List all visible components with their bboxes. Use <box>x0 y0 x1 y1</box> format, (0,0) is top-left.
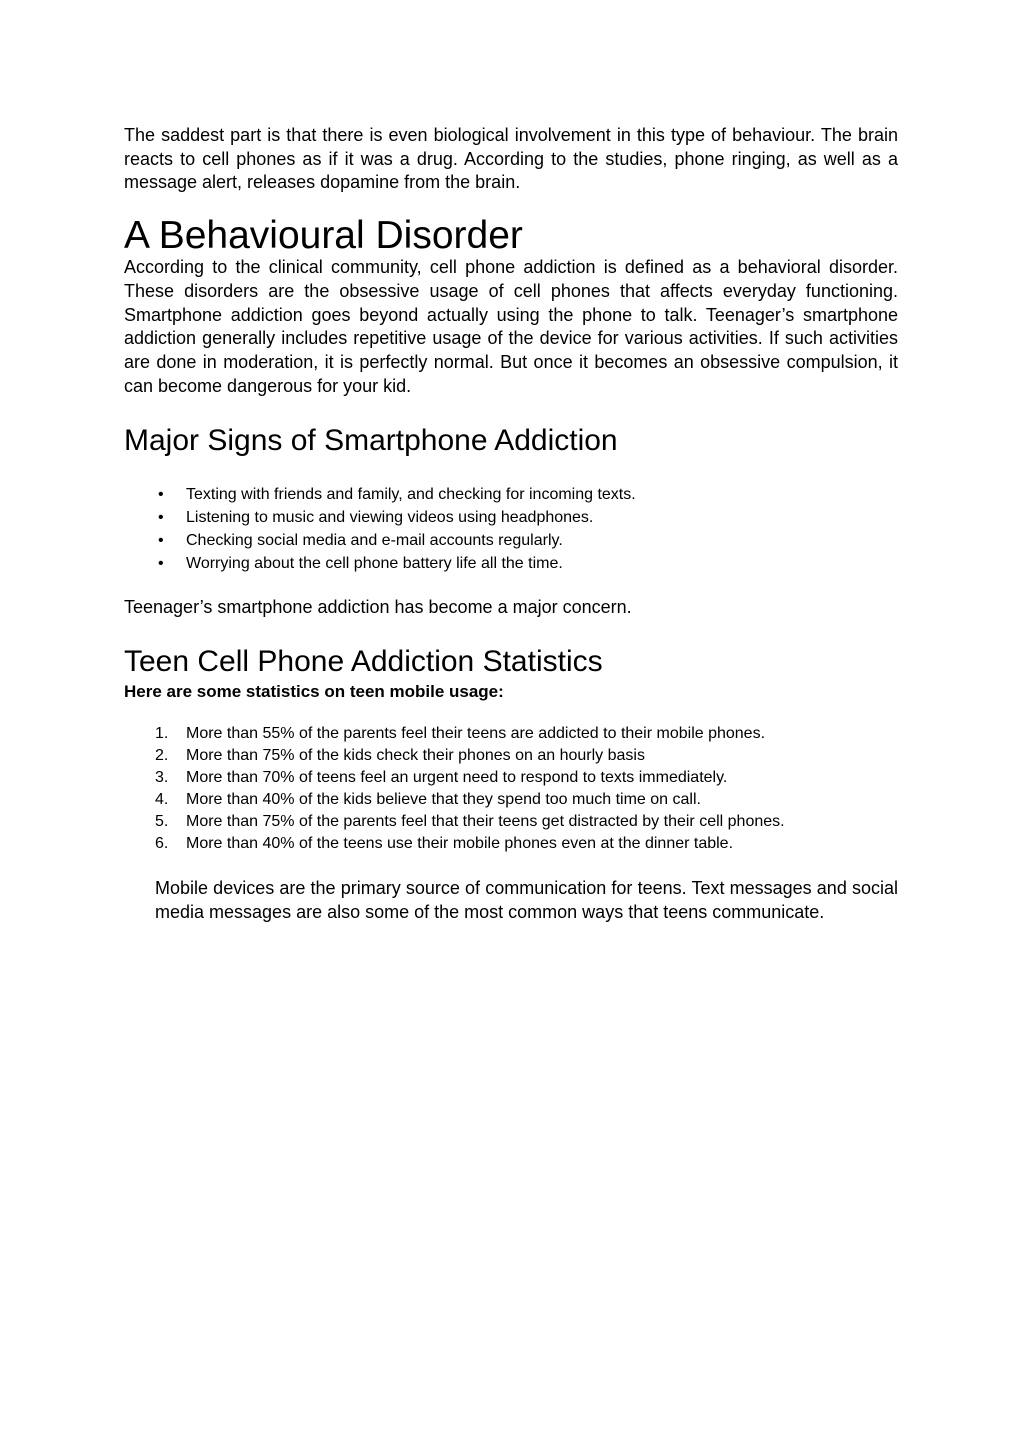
bullet-icon: • <box>158 555 164 573</box>
intro-paragraph: The saddest part is that there is even biological involvement in this type of behaviour. The brain reacts to cell phones as if it was a drug. According to the studies, phone ringing, as well as a message alert, releases dopamine from the brain. <box>124 125 898 193</box>
list-item <box>124 811 898 833</box>
document-page <box>124 124 898 924</box>
list-item-text: More than 40% of the teens use their mobile phones even at the dinner table. <box>186 835 734 853</box>
list-number: 3. <box>155 769 169 787</box>
list-item-text: More than 55% of the parents feel their teens are addicted to their mobile phones. <box>186 725 766 743</box>
signs-heading: Major Signs of Smartphone Addiction <box>124 424 618 458</box>
bullet-icon: • <box>158 532 164 550</box>
list-item <box>124 483 898 506</box>
list-item-text: More than 75% of the kids check their phones on an hourly basis <box>186 747 645 765</box>
disorder-heading: A Behavioural Disorder <box>124 214 523 258</box>
list-item-text: Checking social media and e-mail accounts regularly. <box>186 532 563 550</box>
signs-conclusion: Teenager’s smartphone addiction has become a major concern. <box>124 597 632 618</box>
list-item <box>124 833 898 855</box>
bullet-icon: • <box>158 509 164 527</box>
list-item <box>124 506 898 529</box>
list-item-text: Listening to music and viewing videos using headphones. <box>186 509 594 527</box>
list-item-text: Worrying about the cell phone battery life all the time. <box>186 555 563 573</box>
list-item-text: More than 75% of the parents feel that their teens get distracted by their cell phones. <box>186 813 785 831</box>
list-item <box>124 552 898 575</box>
list-item <box>124 789 898 811</box>
list-number: 1. <box>155 725 169 743</box>
signs-list <box>124 483 898 575</box>
list-number: 6. <box>155 835 169 853</box>
list-item <box>124 745 898 767</box>
list-item <box>124 767 898 789</box>
list-item-text: More than 40% of the kids believe that they spend too much time on call. <box>186 791 701 809</box>
list-number: 5. <box>155 813 169 831</box>
stats-subheading: Here are some statistics on teen mobile usage: <box>124 682 504 702</box>
list-number: 4. <box>155 791 169 809</box>
bullet-icon: • <box>158 486 164 504</box>
stats-heading: Teen Cell Phone Addiction Statistics <box>124 645 603 679</box>
list-number: 2. <box>155 747 169 765</box>
list-item-text: More than 70% of teens feel an urgent need to respond to texts immediately. <box>186 769 728 787</box>
disorder-paragraph: According to the clinical community, cell phone addiction is defined as a behavioral disorder. These disorders are the obsessive usage of cell phones that affects everyday functioning. Smartphone addiction goes beyond actually using the phone to talk. Teenager’s smartphone addiction generally includes repetitive usage of the device for various activities. If such activities are done in moderation, it is perfectly normal. But once it becomes an obsessive compulsion, it can become dangerous for your kid. <box>124 257 898 396</box>
list-item <box>124 723 898 745</box>
stats-list <box>124 723 898 855</box>
stats-closing-paragraph: Mobile devices are the primary source of communication for teens. Text messages and social media messages are also some of the most common ways that teens communicate. <box>155 878 898 922</box>
list-item-text: Texting with friends and family, and checking for incoming texts. <box>186 486 636 504</box>
list-item <box>124 529 898 552</box>
